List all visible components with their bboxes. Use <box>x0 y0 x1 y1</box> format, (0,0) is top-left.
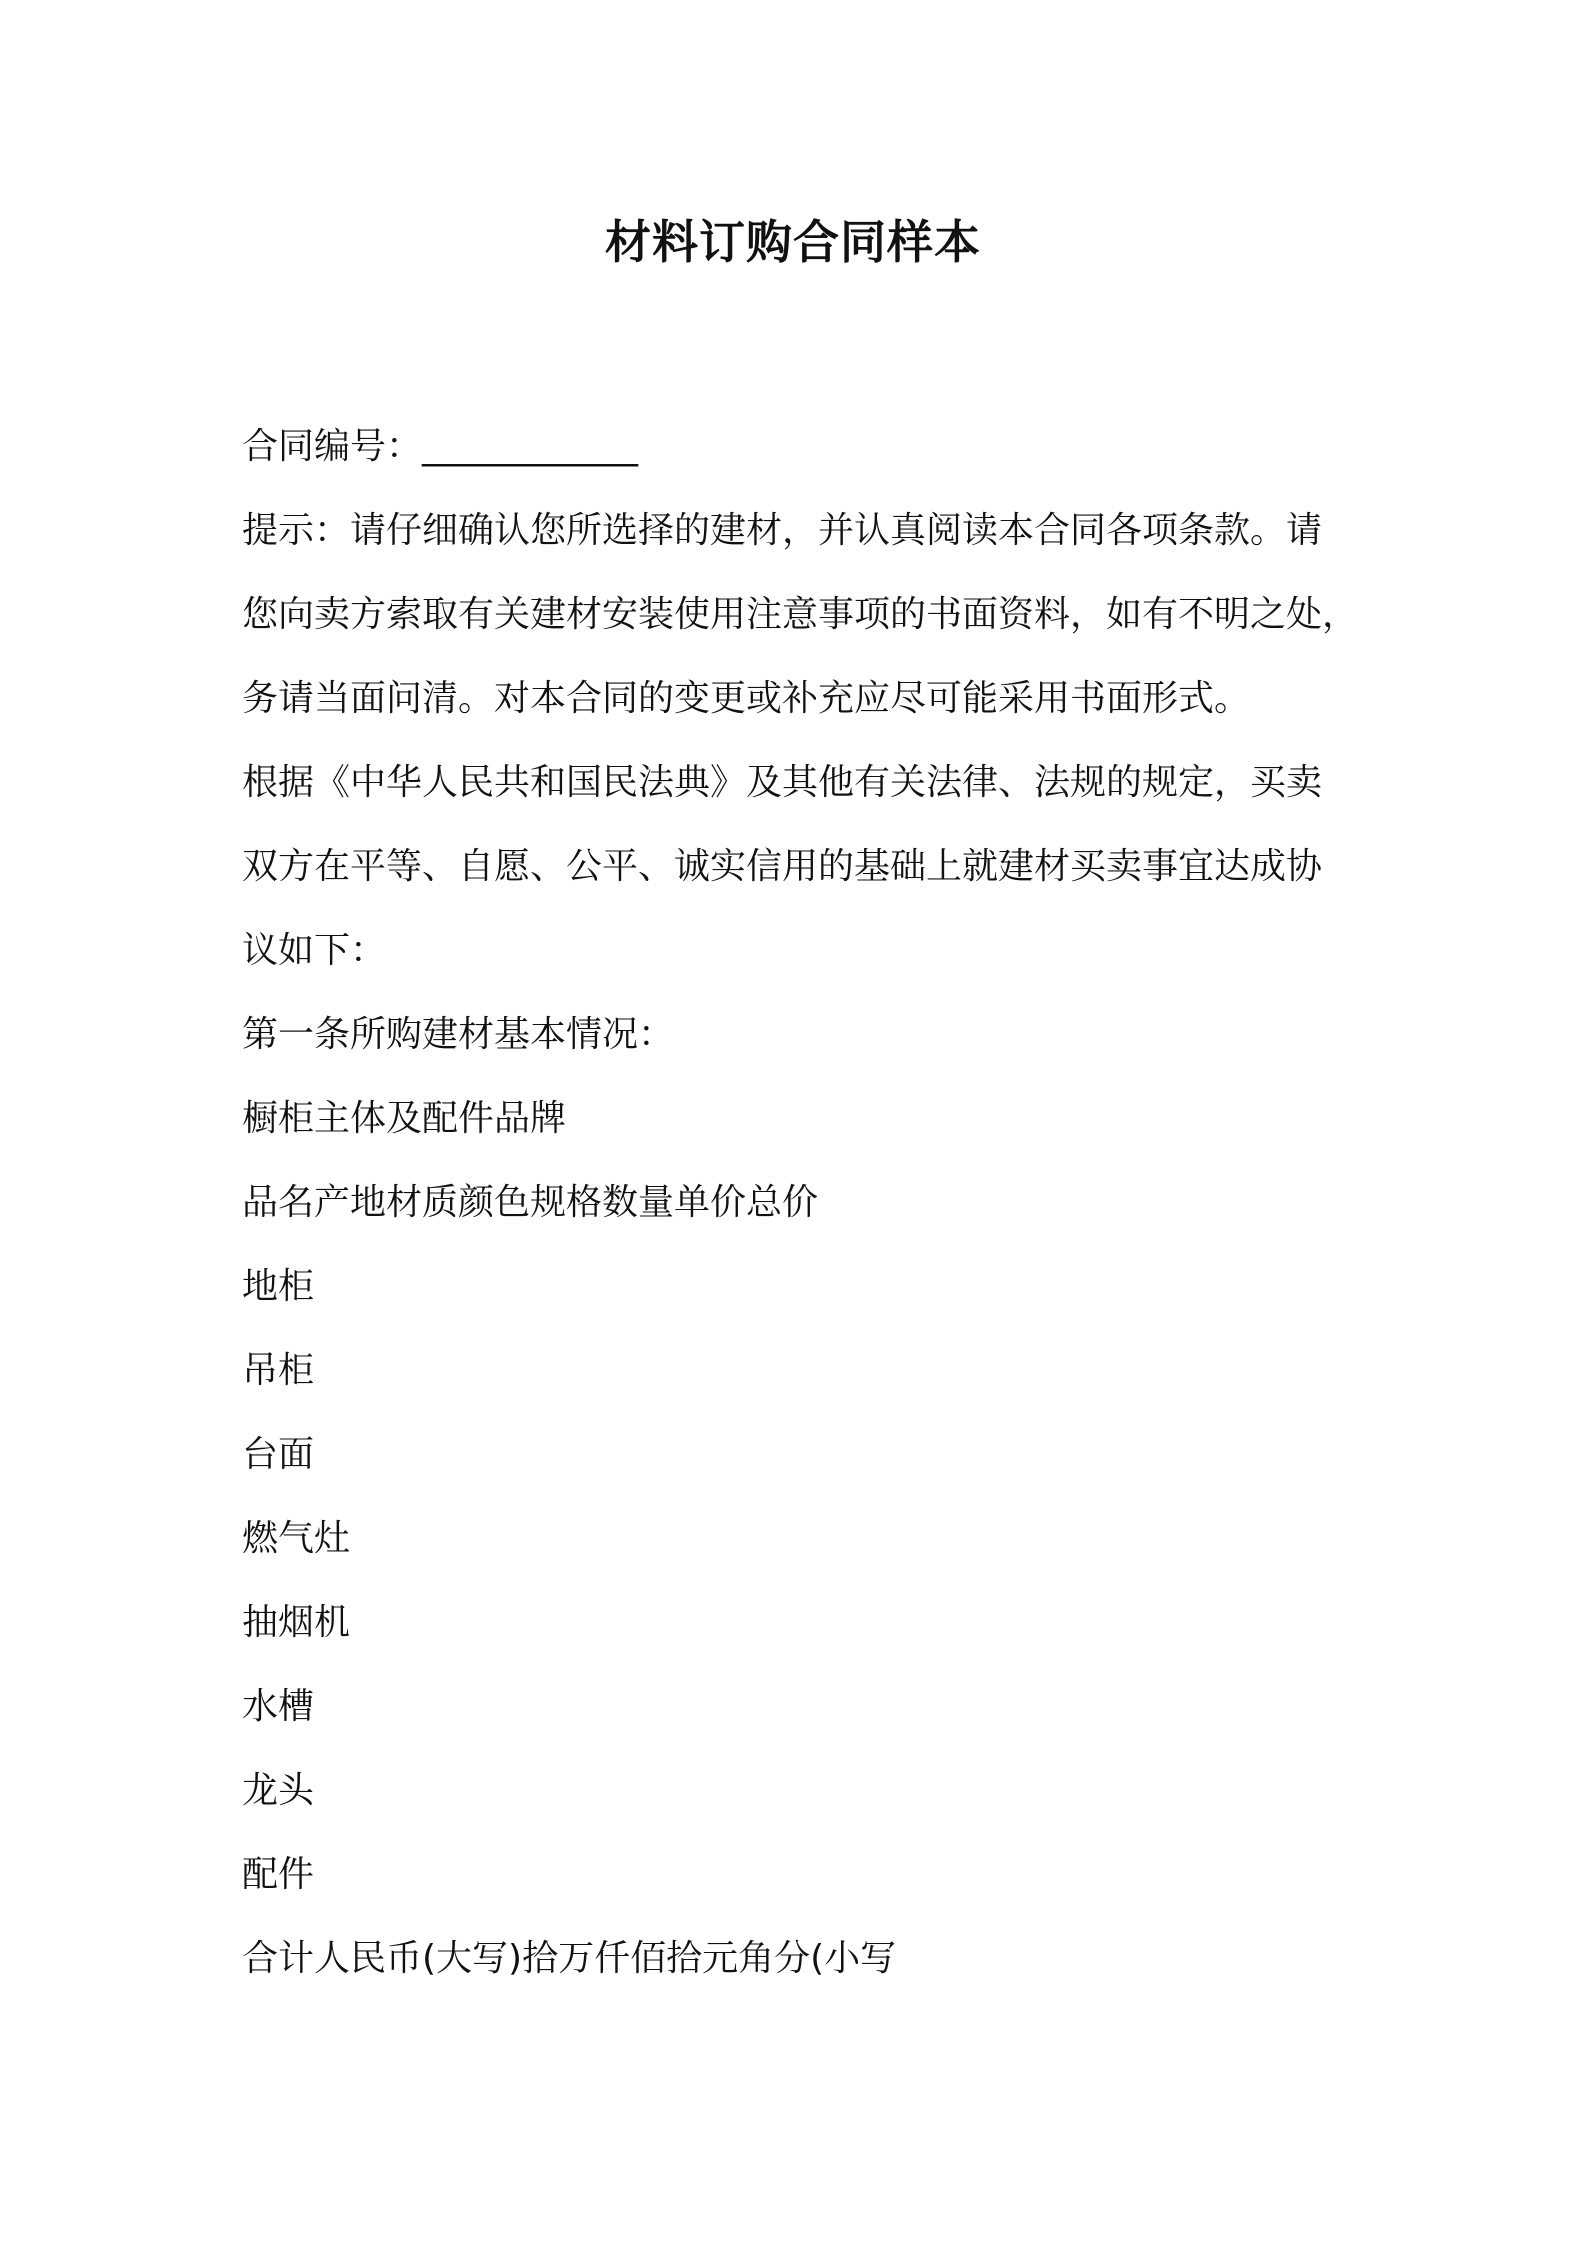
item-sink: 水槽 <box>242 1686 315 1727</box>
preamble-line-2: 双方在平等、自愿、公平、诚实信用的基础上就建材买卖事宜达成协 <box>242 846 1323 887</box>
item-wall-cabinet: 吊柜 <box>242 1350 315 1391</box>
contract-number-label: 合同编号： <box>242 426 423 467</box>
item-gas-stove: 燃气灶 <box>242 1518 351 1559</box>
item-base-cabinet: 地柜 <box>242 1266 315 1307</box>
notice-line-1: 提示：请仔细确认您所选择的建材，并认真阅读本合同各项条款。请 <box>242 510 1323 551</box>
item-range-hood: 抽烟机 <box>242 1602 351 1643</box>
item-countertop: 台面 <box>242 1434 315 1475</box>
contract-number-blank: ____________ <box>422 426 639 467</box>
preamble-line-1: 根据《中华人民共和国民法典》及其他有关法律、法规的规定，买卖 <box>242 762 1323 803</box>
total-amount-line: 合计人民币(大写)拾万仟佰拾元角分(小写 <box>242 1938 897 1979</box>
notice-line-3: 务请当面问清。对本合同的变更或补充应尽可能采用书面形式。 <box>242 678 1251 719</box>
preamble-line-3: 议如下： <box>242 930 387 971</box>
document-title: 材料订购合同样本 <box>605 215 981 269</box>
contract-number-line <box>242 405 1382 489</box>
item-columns-header: 品名产地材质颜色规格数量单价总价 <box>242 1182 819 1223</box>
document-body <box>242 405 1382 2001</box>
notice-line-2: 您向卖方索取有关建材安装使用注意事项的书面资料，如有不明之处， <box>242 594 1359 635</box>
item-accessories: 配件 <box>242 1854 315 1895</box>
article-1-heading: 第一条所购建材基本情况： <box>242 1014 675 1055</box>
item-faucet: 龙头 <box>242 1770 315 1811</box>
cabinet-brand-line: 橱柜主体及配件品牌 <box>242 1098 567 1139</box>
